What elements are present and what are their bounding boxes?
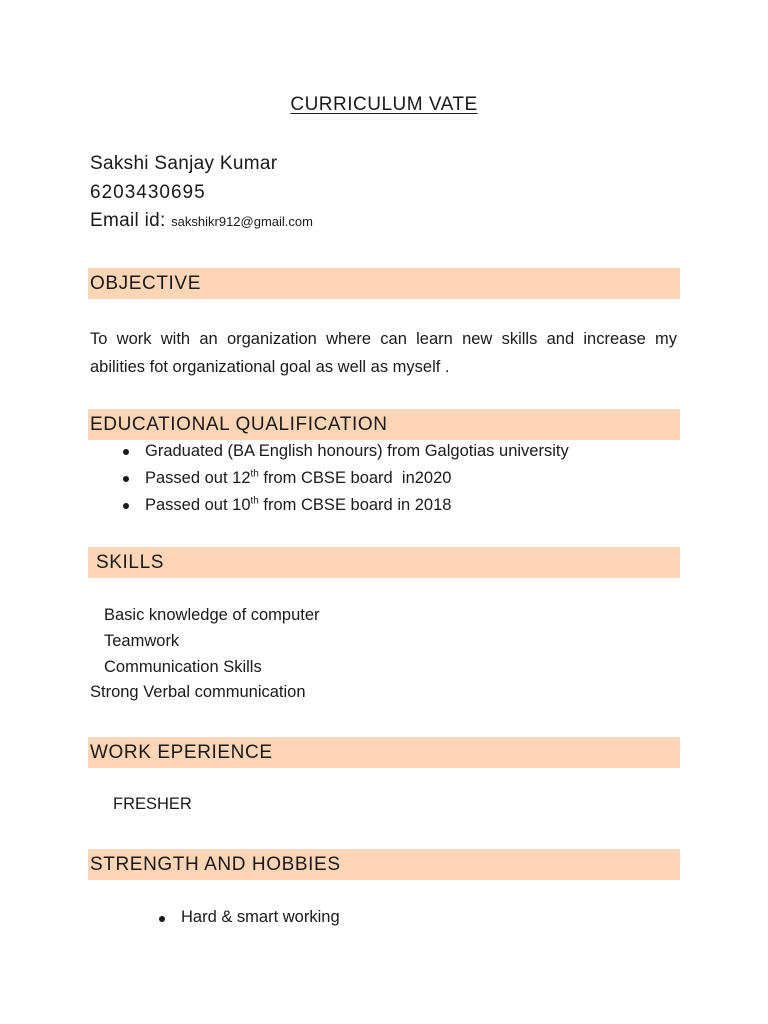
skill-item: Teamwork	[104, 632, 180, 650]
bullet-icon	[123, 476, 129, 482]
objective-text: To work with an organization where can learn new skills and increase my abilities fot organizational goal as well as myself .	[90, 330, 677, 376]
education-item-text: Passed out 10	[145, 496, 251, 514]
strength-section-bar	[88, 849, 680, 880]
ordinal-suffix: th	[250, 495, 259, 507]
objective-heading: OBJECTIVE	[90, 273, 201, 294]
education-item-text: Graduated (BA English honours) from Galgotias university	[145, 442, 569, 460]
skills-section-bar	[88, 547, 680, 578]
education-item-text: Passed out 12	[145, 469, 251, 487]
ordinal-suffix: th	[250, 468, 259, 480]
strength-heading: STRENGTH AND HOBBIES	[90, 854, 341, 875]
skill-item: Strong Verbal communication	[90, 683, 306, 701]
education-list	[120, 438, 569, 519]
hobby-item-text: Hard & smart working	[181, 908, 340, 926]
education-item-text-rest: from CBSE board in2020	[258, 469, 452, 487]
education-heading: EDUCATIONAL QUALIFICATION	[90, 414, 388, 435]
email-label: Email id:	[90, 210, 166, 231]
hobby-item	[157, 908, 340, 927]
education-item-text-rest: from CBSE board in 2018	[258, 496, 452, 514]
bullet-icon	[159, 916, 165, 922]
education-item	[120, 492, 569, 519]
objective-section-bar	[88, 268, 680, 299]
contact-phone: 6203430695	[90, 182, 206, 203]
skills-heading: SKILLS	[96, 552, 165, 573]
skill-item: Basic knowledge of computer	[104, 606, 320, 624]
education-item	[120, 465, 569, 492]
work-heading: WORK EPERIENCE	[90, 742, 273, 763]
work-experience-text: FRESHER	[113, 795, 192, 813]
email-value: sakshikr912@gmail.com	[171, 214, 313, 229]
education-section-bar	[88, 409, 680, 440]
document-title	[0, 94, 768, 116]
skill-item: Communication Skills	[104, 658, 262, 676]
contact-name: Sakshi Sanjay Kumar	[90, 153, 278, 174]
work-section-bar	[88, 737, 680, 768]
contact-email	[90, 210, 313, 232]
bullet-icon	[123, 503, 129, 509]
education-item	[120, 438, 569, 465]
document-title-text: CURRICULUM VATE	[290, 94, 478, 115]
bullet-icon	[123, 449, 129, 455]
